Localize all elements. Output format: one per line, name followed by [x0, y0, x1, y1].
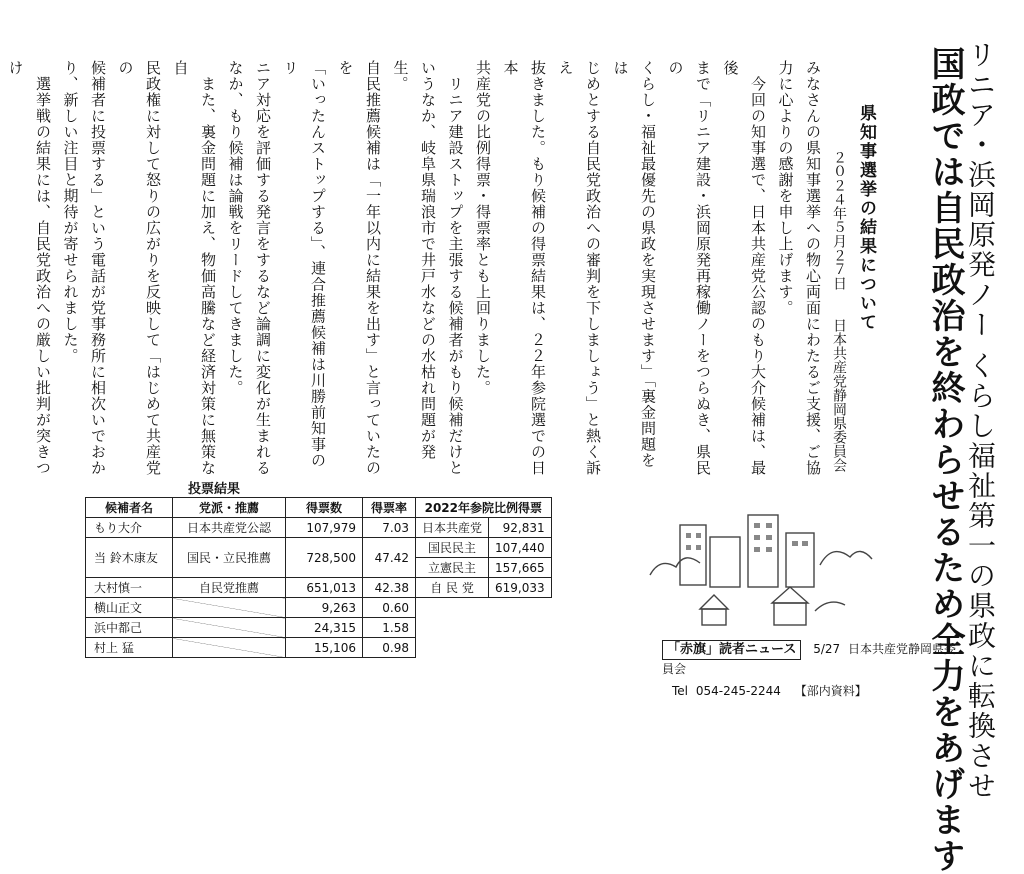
candidate-votes: 651,013: [286, 578, 363, 598]
headline-line2: 国政では自民政治を終わらせるため全力をあげます: [925, 46, 965, 874]
header-candidate: 候補者名: [86, 498, 173, 518]
results-table: [85, 497, 552, 658]
building-2: [710, 537, 740, 587]
headline-line1: リニア・浜岡原発ノー くらし福祉第一の県政に転換させ: [964, 40, 997, 801]
candidate-name: もり大介: [86, 518, 173, 538]
table-row: [86, 638, 552, 658]
results-title: 投票結果: [188, 482, 241, 497]
candidate-rate: 0.98: [363, 638, 416, 658]
candidate-votes: 24,315: [286, 618, 363, 638]
table-row: [86, 598, 552, 618]
candidate-party: 国民・立民推薦: [173, 538, 286, 578]
tel-label: Tel: [672, 684, 689, 698]
building-3: [748, 515, 778, 587]
candidate-rate: 42.38: [363, 578, 416, 598]
candidate-party-empty: [173, 598, 286, 618]
prop-party: 立憲民主: [416, 558, 489, 578]
tree-cluster-right: [820, 551, 872, 565]
building-4: [786, 533, 814, 587]
city-illustration: [640, 505, 890, 630]
candidate-rate: 47.42: [363, 538, 416, 578]
header-votes: 得票数: [286, 498, 363, 518]
prop-votes: 157,665: [489, 558, 552, 578]
header-proportional: 2022年参院比例得票: [416, 498, 552, 518]
bush: [815, 602, 845, 611]
candidate-rate: 0.60: [363, 598, 416, 618]
table-row: [86, 518, 552, 538]
candidate-name: 大村慎一: [86, 578, 173, 598]
body-text: みなさんの県知事選挙への物心両面にわたるご支援、ご協 力に心よりの感謝を申し上げます。 今回の知事選で、日本共産党公認のもり大介候補は、最後 まで「リニア建設・浜岡原発再稼働ノーをつらぬき、県民の くらし・福祉最優先の県政を実現させます」「裏金問題をは じめとする自民党政治への審判を下しましょう」と熱く訴え 抜きました。もり候補の得票結果は、２２年参院選での日本 共産党の比例得票・得票率とも上回りました。 リニア建設ストップを主張する候補者がもり候補だけと いうなか、岐阜県瑞浪市で井戸水などの水枯れ問題が発生。 自民推薦候補は「一年以内に結果を出す」と言っていたのを 「いったんストップする」、連合推薦候補は川勝前知事のリ ニア対応を評価する発言をするなど論調に変化が生まれる なか、もり候補は論戦をリードしてきました。 また、裏金問題に加え、物価高騰など経済対策に無策な自 民政権に対して怒りの広がりを反映して「はじめて共産党の 候補者に投票する」という電話が党事務所に相次いでおか り、新しい注目と期待が寄せられました。 選挙戦の結果には、自民党政治への厳しい批判が突きつけ: [6, 60, 822, 476]
candidate-votes: 728,500: [286, 538, 363, 578]
table-row: [86, 618, 552, 638]
candidate-party: 自民党推薦: [173, 578, 286, 598]
tree-cluster-left: [650, 558, 700, 575]
house-1: [702, 609, 726, 625]
prop-votes: 92,831: [489, 518, 552, 538]
header-rate: 得票率: [363, 498, 416, 518]
table-row: [86, 538, 552, 558]
newsletter-brand: 「赤旗」読者ニュース: [662, 640, 801, 660]
prop-votes: 619,033: [489, 578, 552, 598]
prop-votes: 107,440: [489, 538, 552, 558]
house-roof-2: [772, 587, 808, 603]
candidate-party: 日本共産党公認: [173, 518, 286, 538]
internal-note: 【部内資料】: [794, 684, 867, 698]
candidate-name: 浜中都己: [86, 618, 173, 638]
candidate-party-empty: [173, 618, 286, 638]
prop-party: 国民民主: [416, 538, 489, 558]
prop-party: 自 民 党: [416, 578, 489, 598]
candidate-party-empty: [173, 638, 286, 658]
building-1: [680, 525, 706, 585]
house-roof-1: [700, 595, 728, 609]
prop-party: 日本共産党: [416, 518, 489, 538]
dateline: ２０２４年５月２７日 日本共産党静岡県委員会: [831, 150, 847, 472]
newsletter-org: 日本共産党静岡県委員会: [662, 642, 956, 676]
candidate-rate: 1.58: [363, 618, 416, 638]
house-2: [774, 603, 806, 625]
header-party: 党派・推薦: [173, 498, 286, 518]
candidate-rate: 7.03: [363, 518, 416, 538]
candidate-votes: 9,263: [286, 598, 363, 618]
candidate-name: 横山正文: [86, 598, 173, 618]
section-title: 県知事選挙の結果について: [856, 104, 876, 332]
newsletter-footer: [662, 640, 962, 700]
newsletter-date: 5/27: [813, 642, 841, 656]
tel-number: 054-245-2244: [695, 684, 781, 698]
candidate-name: 村上 猛: [86, 638, 173, 658]
candidate-name: 当 鈴木康友: [86, 538, 173, 578]
table-row: [86, 578, 552, 598]
candidate-votes: 107,979: [286, 518, 363, 538]
candidate-votes: 15,106: [286, 638, 363, 658]
results-header-row: [86, 498, 552, 518]
